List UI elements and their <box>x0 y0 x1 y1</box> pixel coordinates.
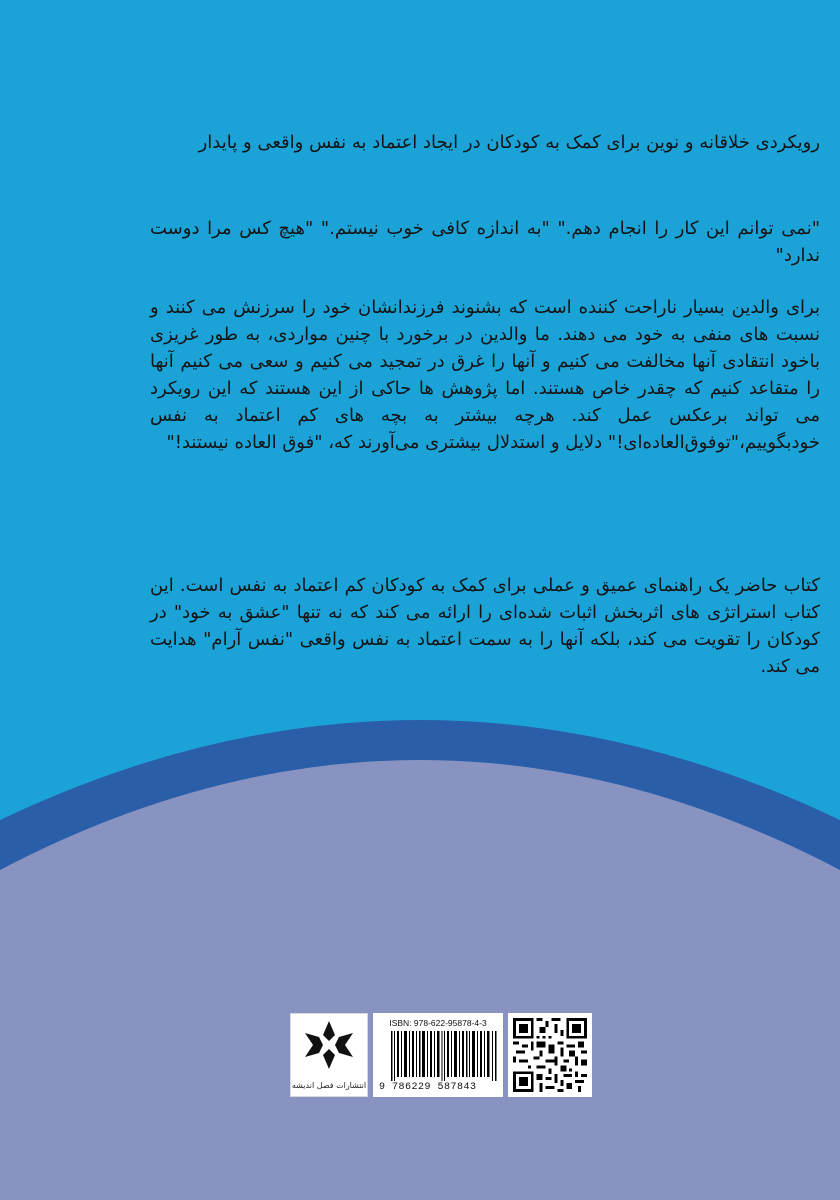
isbn-label: ISBN: 978-622-95878-4-3 <box>389 1018 487 1028</box>
description-paragraph-2: کتاب حاضر یک راهنمای عمیق و عملی برای کمک به کودکان کم اعتماد به نفس است. این کتاب استراتژی های اثربخش اثبات شده‌ای را ارائه می کند که نه تنها "عشق به خود" در کودکان را تقویت می کند، بلکه آنها را به سمت اعتماد به نفس واقعی "نفس آرام" هدایت می کند. <box>150 575 820 677</box>
isbn-barcode <box>373 1013 503 1097</box>
qr-code-icon <box>513 1018 587 1092</box>
quotes: "نمی توانم این کار را انجام دهم." "به اندازه کافی خوب نیستم." "هیچ کس مرا دوست ندارد" <box>150 218 820 266</box>
qr-code <box>508 1013 592 1097</box>
publisher-name: انتشارات فصل اندیشه <box>291 1081 367 1090</box>
tagline: رویکردی خلاقانه و نوین برای کمک به کودکان در ایجاد اعتماد به نفس واقعی و پایدار <box>198 132 820 153</box>
publisher-logo <box>290 1013 368 1097</box>
description-paragraph-1: برای والدین بسیار ناراحت کننده است که بشنوند فرزندانشان خود را سرزنش می کنند و نسبت های منفی به خود می دهند. ما والدین در برخورد با چنین مواردی، به طور غریزی باخود انتقادی آنها مخالفت می کنیم و آنها را غرق در تمجید می کنیم و سعی می کنیم آنها را متقاعد کنیم که چقدر خاص هستند. اما پژوهش ها حاکی از این هستند که این رویکرد می تواند برعکس عمل کند. هرچه بیشتر به بچه های کم اعتماد به نفس خودبگوییم،"توفوق‌العاده‌ای!" دلایل و استدلال بیشتری می‌آورند که، "فوق العاده نیستند!" <box>150 297 820 453</box>
barcode-bars <box>391 1031 497 1081</box>
barcode-number: 9 786229 587843 <box>379 1082 477 1093</box>
star-flower-logo-icon <box>301 1019 357 1079</box>
